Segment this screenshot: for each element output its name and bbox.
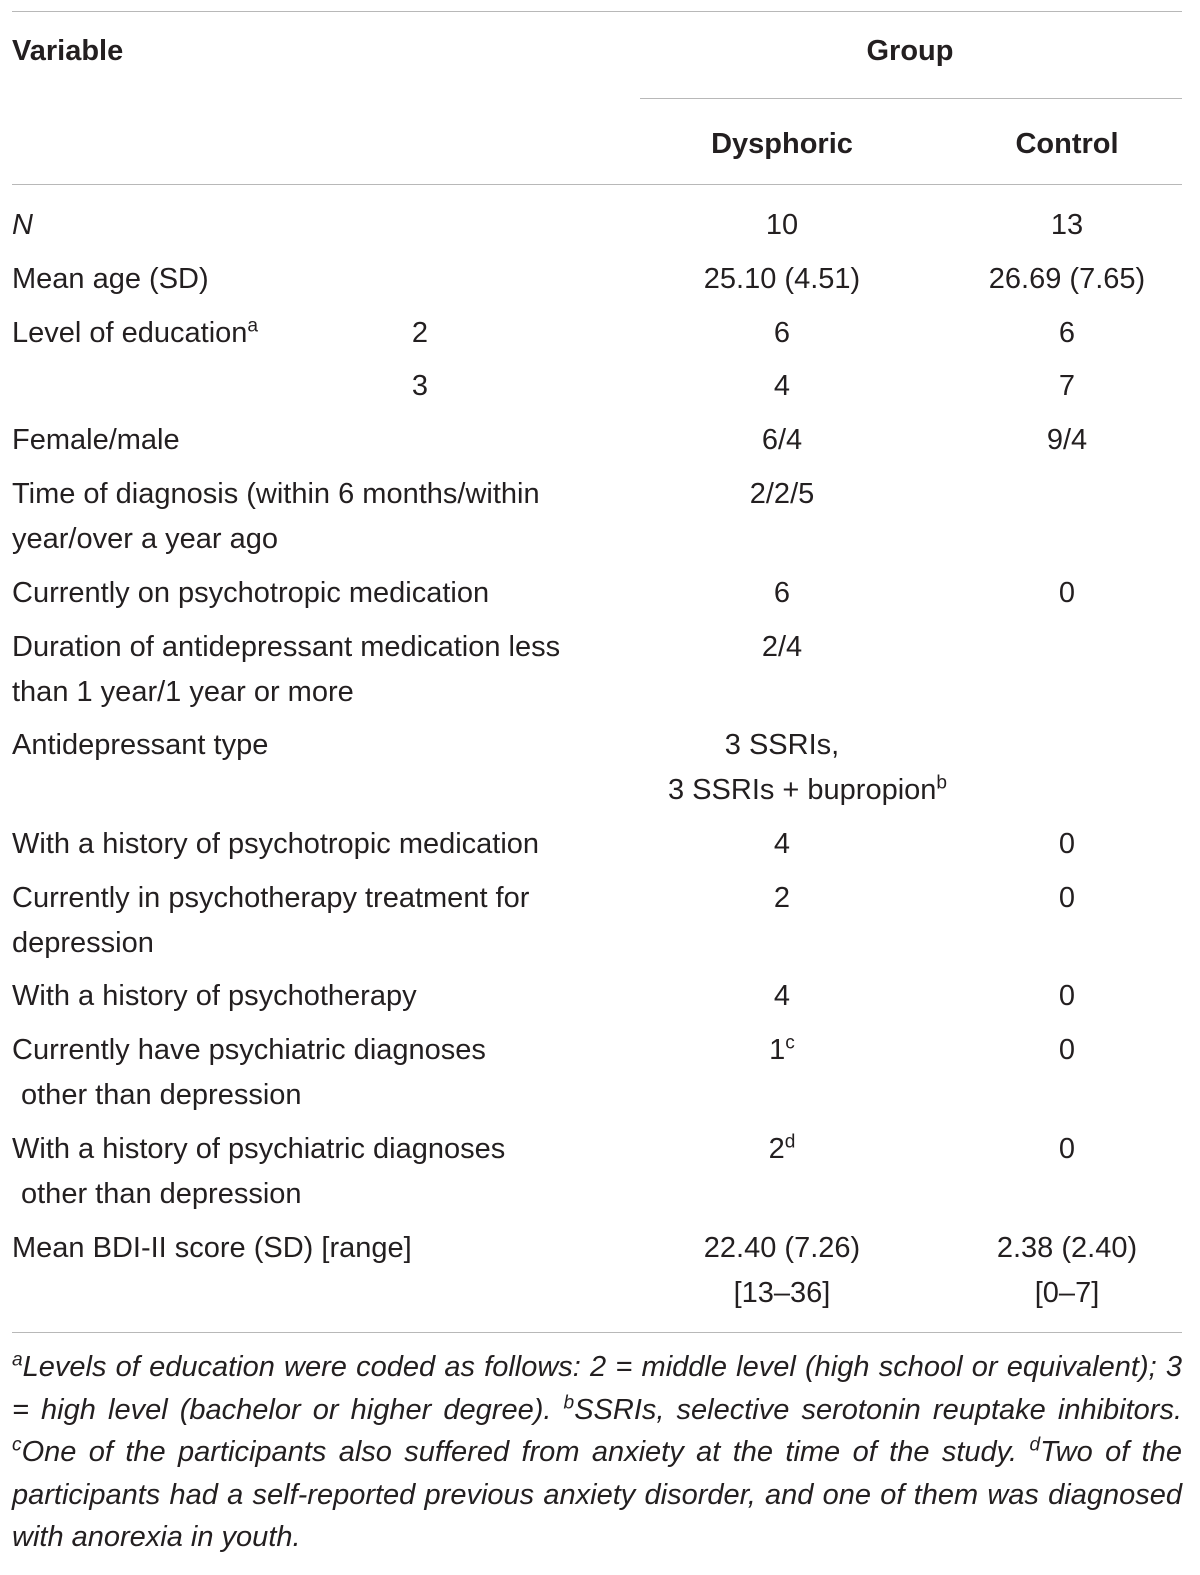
row-dysphoric-value: 22.40 (7.26) [703,1232,861,1264]
row-control-value: 7 [1058,370,1076,402]
row-label: Female/male [12,424,180,456]
row-label: Antidepressant type [12,729,269,761]
row-label-education: Level of education$^a$ [12,315,259,349]
row-dysphoric-value: 4 [773,980,791,1012]
row-dysphoric-value: 2 [773,882,791,914]
education-level-3: 3 [411,370,429,402]
row-label: Currently in psychotherapy treatment for depression [12,882,530,959]
header-rule [12,184,1182,185]
row-dysphoric-value: 2/2/5 [749,478,815,510]
row-control-value: 13 [1050,209,1084,241]
row-dysphoric-value: 6 [773,577,791,609]
row-label: With a history of psychotropic medication [12,828,540,860]
row-dysphoric-value: 2$^d$ [768,1131,796,1165]
bottom-rule [12,1332,1182,1333]
row-label: With a history of psychiatric diagnoses [12,1133,506,1165]
row-control-value: 0 [1058,1133,1076,1165]
row-control-value: 6 [1058,317,1076,349]
row-label: Duration of antidepressant medication less than 1 year/1 year or more [12,631,561,708]
row-label: Currently have psychiatric diagnoses [12,1034,486,1066]
row-dysphoric-value: 4 [773,828,791,860]
row-label-continuation: other than depression [21,1079,302,1111]
row-label: Mean age (SD) [12,263,209,295]
row-dysphoric-value: 3 SSRIs + bupropion$^b$ [668,772,948,806]
row-dysphoric-value: 4 [773,370,791,402]
row-label: Mean BDI-II score (SD) [range] [12,1232,412,1264]
row-control-value: 0 [1058,882,1076,914]
row-label: Time of diagnosis (within 6 months/within year/over a year ago [12,478,540,555]
table-footnote: $^a$Levels of education were coded as follows: 2 = middle level (high school or equivalent); 3 = high level (bachelor or higher degree). $^b$SSRIs, selective serotonin reuptake inhibitors. $^c$One of the participants also suffered from anxiety at the time of the study. $^d$Two of the participants had a self-reported previous anxiety disorder, and one of them was diagnosed with anorexia in youth. [12,1349,1182,1553]
top-rule [12,11,1182,12]
group-rule [640,98,1182,99]
row-dysphoric-value: 1$^c$ [769,1032,795,1066]
row-control-value: 2.38 (2.40) [996,1232,1138,1264]
row-dysphoric-value: 3 SSRIs, [724,729,840,761]
header-variable: Variable [12,35,124,67]
row-dysphoric-value: 6/4 [761,424,803,456]
row-control-value: 0 [1058,828,1076,860]
row-control-value: 0 [1058,980,1076,1012]
row-dysphoric-value: 10 [765,209,799,241]
row-label-n: N [12,209,33,241]
row-dysphoric-value: 6 [773,317,791,349]
row-control-value: 9/4 [1046,424,1088,456]
header-dysphoric: Dysphoric [711,128,853,160]
row-label-continuation: other than depression [21,1178,302,1210]
row-dysphoric-range: [13–36] [733,1277,831,1309]
row-dysphoric-value: 25.10 (4.51) [703,263,861,295]
row-dysphoric-value: 2/4 [761,631,803,663]
row-control-range: [0–7] [1034,1277,1100,1309]
row-control-value: 0 [1058,1034,1076,1066]
header-control: Control [1015,128,1119,160]
header-group: Group [866,35,954,67]
education-level-2: 2 [411,317,429,349]
row-control-value: 26.69 (7.65) [988,263,1146,295]
row-control-value: 0 [1058,577,1076,609]
row-label: With a history of psychotherapy [12,980,417,1012]
row-label: Currently on psychotropic medication [12,577,490,609]
